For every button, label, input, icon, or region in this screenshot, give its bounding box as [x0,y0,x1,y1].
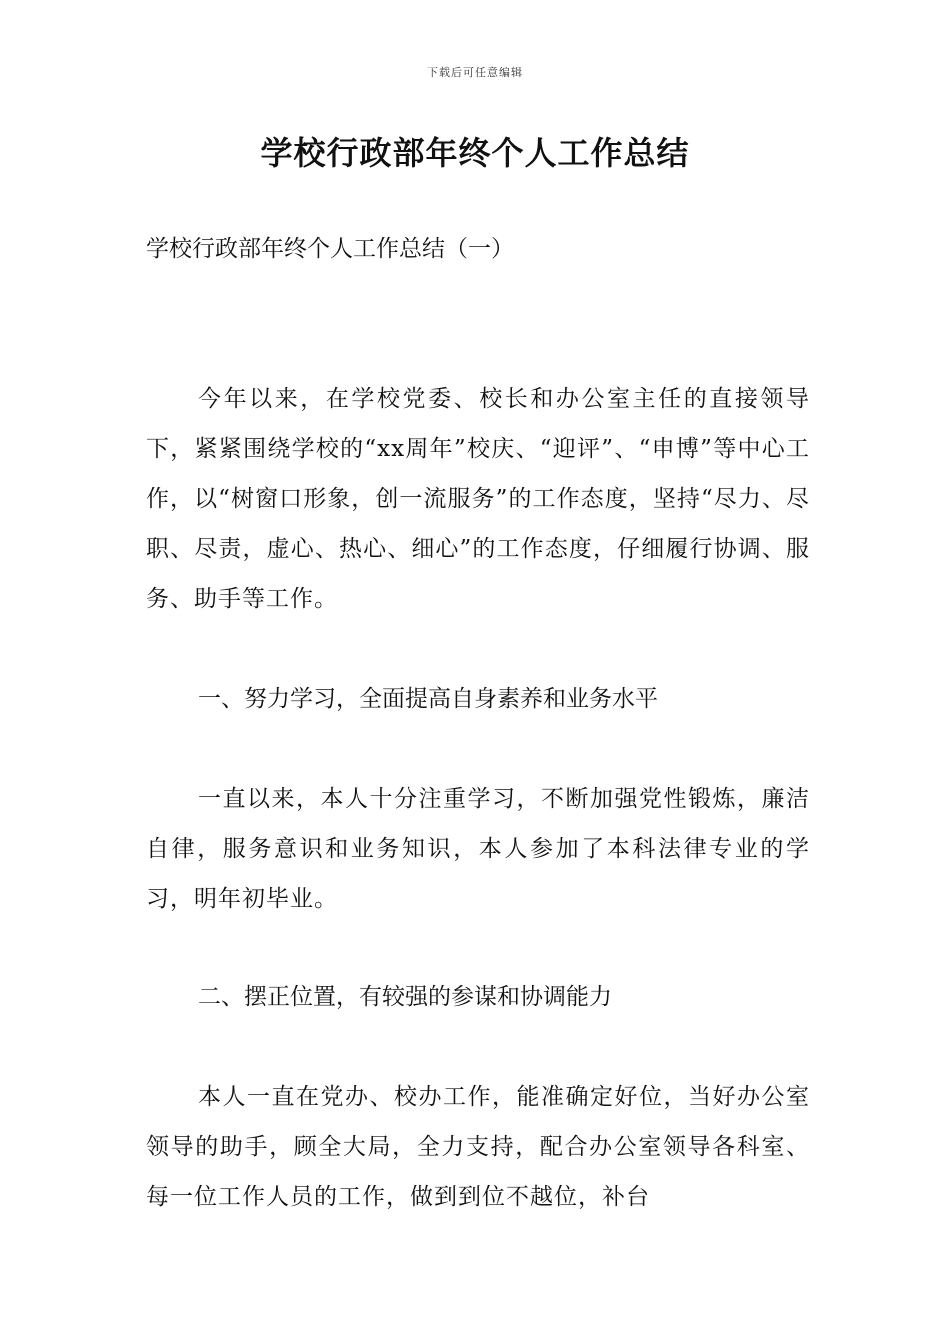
paragraph-section-1: 一直以来，本人十分注重学习，不断加强党性锻炼，廉洁自律，服务意识和业务知识，本人参加了本科法律专业的学习，明年初毕业。 [146,786,810,912]
paragraph-section-2: 本人一直在党办、校办工作，能准确定好位，当好办公室领导的助手，顾全大局，全力支持，配合办公室领导各科室、每一位工作人员的工作，做到到位不越位，补台 [146,1084,810,1210]
document-title: 学校行政部年终个人工作总结 [260,134,690,172]
section-heading-2: 二、摆正位置，有较强的参谋和协调能力 [198,984,612,1010]
header-note: 下载后可任意编辑 [427,66,523,79]
section-heading-1: 一、努力学习，全面提高自身素养和业务水平 [198,686,658,712]
paragraph-intro: 今年以来，在学校党委、校长和办公室主任的直接领导下，紧紧围绕学校的“xx周年”校庆、“迎评”、“申博”等中心工作，以“树窗口形象，创一流服务”的工作态度，坚持“尽力、尽职、尽责，虚心、热心、细心”的工作态度，仔细履行协调、服务、助手等工作。 [146,386,810,612]
document-subtitle: 学校行政部年终个人工作总结（一） [146,236,514,262]
